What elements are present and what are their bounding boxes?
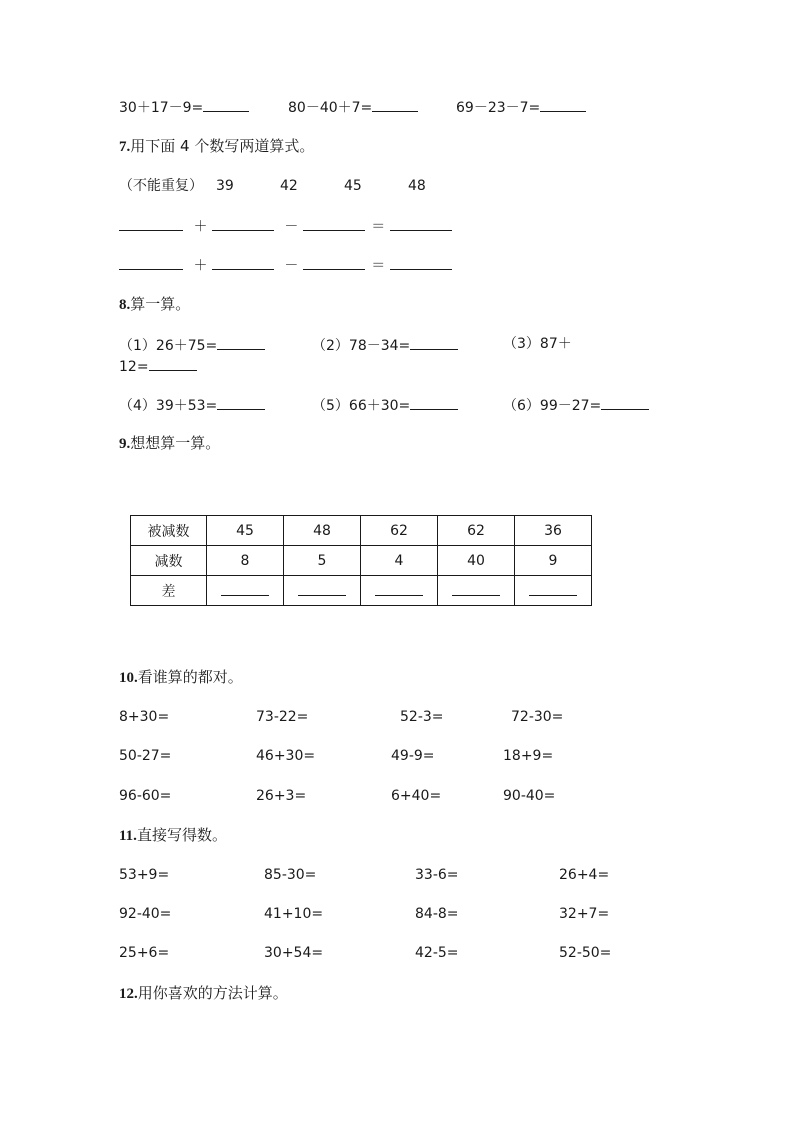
answer-blank[interactable]	[372, 97, 418, 112]
table-cell: 9	[515, 546, 592, 576]
table-cell: 48	[284, 516, 361, 546]
expression: 90-40=	[503, 788, 556, 804]
q8-item-3-cont: 12=	[119, 356, 197, 376]
subtraction-table	[130, 515, 592, 606]
table-cell: 40	[438, 546, 515, 576]
answer-blank[interactable]	[601, 395, 649, 410]
table-cell: 8	[207, 546, 284, 576]
question-10-title: 10.看谁算的都对。	[119, 668, 243, 686]
expression: 42-5=	[415, 945, 459, 961]
answer-blank[interactable]	[119, 255, 183, 270]
table-row	[131, 516, 592, 546]
q8-item-1: （1）26＋75=	[119, 335, 265, 355]
expression: 73-22=	[256, 709, 309, 725]
q7-number: 45	[344, 178, 362, 194]
table-cell	[207, 576, 284, 606]
answer-blank[interactable]	[452, 581, 500, 596]
table-cell: 36	[515, 516, 592, 546]
q7-number: 48	[408, 178, 426, 194]
answer-blank[interactable]	[298, 581, 346, 596]
expression: 92-40=	[119, 906, 172, 922]
q7-equation-1: ＋ － ＝	[119, 216, 452, 236]
question-7-title: 7.用下面 4 个数写两道算式。	[119, 137, 315, 155]
answer-blank[interactable]	[217, 335, 265, 350]
answer-blank[interactable]	[212, 255, 274, 270]
table-cell	[515, 576, 592, 606]
q8-item-3: （3）87＋	[503, 336, 572, 352]
q8-item-6: （6）99－27=	[503, 395, 649, 415]
table-cell	[284, 576, 361, 606]
answer-blank[interactable]	[203, 97, 249, 112]
expression: 84-8=	[415, 906, 459, 922]
q8-item-5: （5）66＋30=	[312, 395, 458, 415]
table-cell: 62	[361, 516, 438, 546]
q7-note: （不能重复）	[119, 178, 203, 194]
answer-blank[interactable]	[390, 216, 452, 231]
answer-blank[interactable]	[303, 216, 365, 231]
expression: 46+30=	[256, 748, 316, 764]
expression: 33-6=	[415, 867, 459, 883]
answer-blank[interactable]	[119, 216, 183, 231]
answer-blank[interactable]	[212, 216, 274, 231]
expression: 52-3=	[400, 709, 444, 725]
expression: 41+10=	[264, 906, 324, 922]
expression: 26+3=	[256, 788, 307, 804]
expression: 49-9=	[391, 748, 435, 764]
q7-number: 39	[216, 178, 234, 194]
answer-blank[interactable]	[149, 356, 197, 371]
question-9-title: 9.想想算一算。	[119, 434, 221, 452]
q8-item-2: （2）78－34=	[312, 335, 458, 355]
row-header: 被减数	[131, 516, 207, 546]
table-row	[131, 576, 592, 606]
table-cell	[438, 576, 515, 606]
expression: 26+4=	[559, 867, 610, 883]
question-8-title: 8.算一算。	[119, 295, 191, 313]
row-header: 差	[131, 576, 207, 606]
answer-blank[interactable]	[529, 581, 577, 596]
expression: 50-27=	[119, 748, 172, 764]
table-cell: 62	[438, 516, 515, 546]
question-11-title: 11.直接写得数。	[119, 826, 227, 844]
answer-blank[interactable]	[410, 395, 458, 410]
answer-blank[interactable]	[303, 255, 365, 270]
table-cell: 4	[361, 546, 438, 576]
expression: 6+40=	[391, 788, 442, 804]
answer-blank[interactable]	[410, 335, 458, 350]
expression: 18+9=	[503, 748, 554, 764]
expression-1: 30＋17－9=	[119, 97, 249, 117]
answer-blank[interactable]	[217, 395, 265, 410]
table-cell: 5	[284, 546, 361, 576]
q7-number: 42	[280, 178, 298, 194]
answer-blank[interactable]	[375, 581, 423, 596]
expression: 8+30=	[119, 709, 170, 725]
q7-equation-2: ＋ － ＝	[119, 255, 452, 275]
expression-3: 69－23－7=	[456, 97, 586, 117]
expression: 25+6=	[119, 945, 170, 961]
expression: 32+7=	[559, 906, 610, 922]
expression: 53+9=	[119, 867, 170, 883]
expression: 85-30=	[264, 867, 317, 883]
answer-blank[interactable]	[540, 97, 586, 112]
expression: 96-60=	[119, 788, 172, 804]
expression-2: 80－40＋7=	[288, 97, 418, 117]
table-row	[131, 546, 592, 576]
expression: 52-50=	[559, 945, 612, 961]
answer-blank[interactable]	[221, 581, 269, 596]
table-cell	[361, 576, 438, 606]
answer-blank[interactable]	[390, 255, 452, 270]
table-cell: 45	[207, 516, 284, 546]
expression: 30+54=	[264, 945, 324, 961]
row-header: 减数	[131, 546, 207, 576]
question-12-title: 12.用你喜欢的方法计算。	[119, 984, 288, 1002]
expression: 72-30=	[511, 709, 564, 725]
q8-item-4: （4）39＋53=	[119, 395, 265, 415]
